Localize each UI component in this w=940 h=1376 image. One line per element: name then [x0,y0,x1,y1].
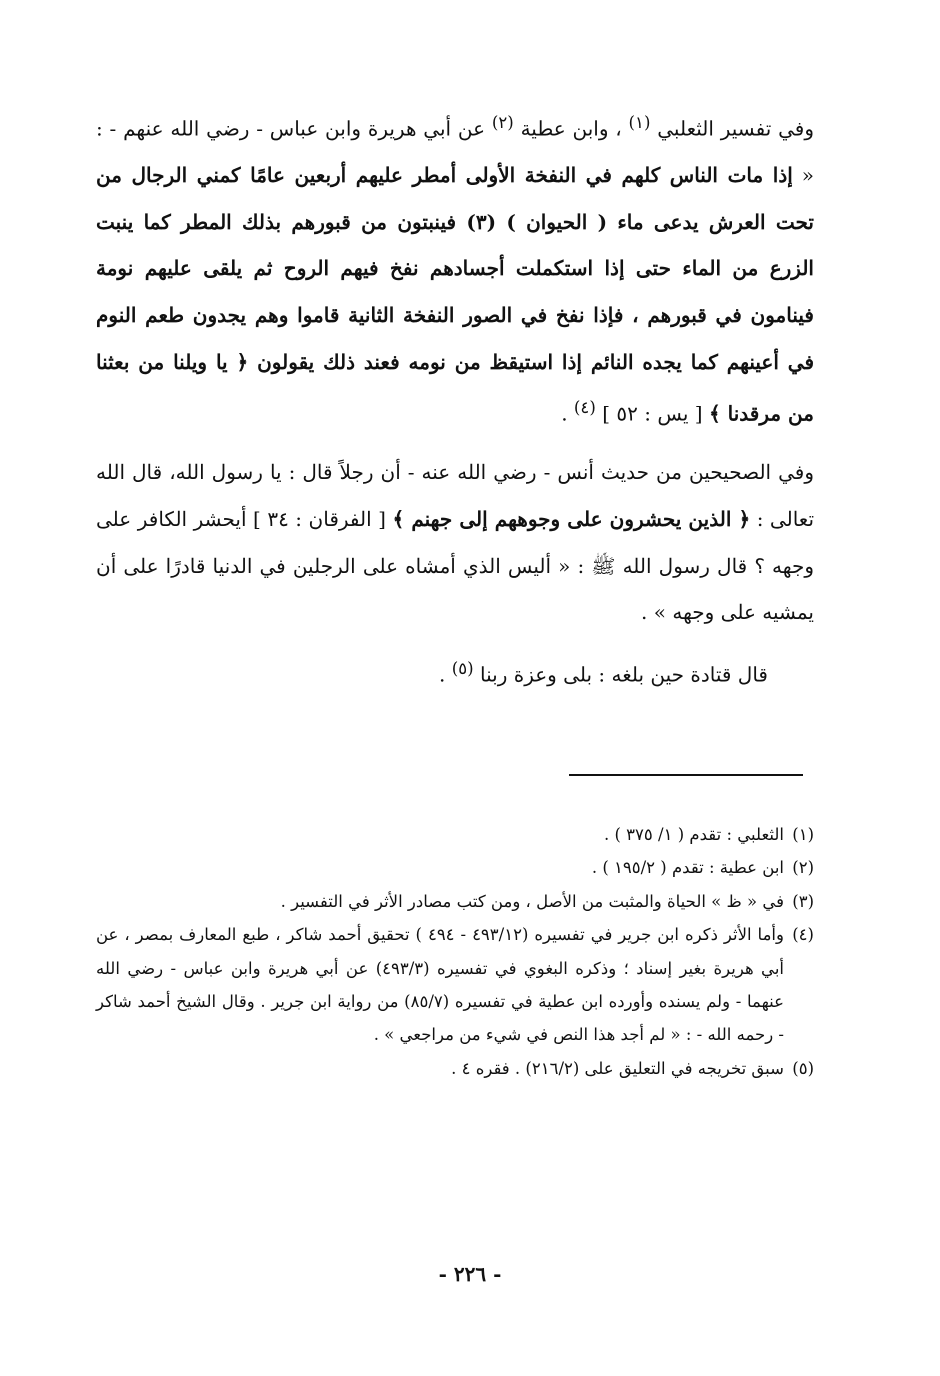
footnote-text: في « ظ » الحياة والمثبت من الأصل ، ومن كتب مصادر الأثر في التفسير . [280,891,784,911]
text-run: ، وابن عطية [513,116,629,141]
text-run: . [561,401,574,426]
footnote-ref-5: (٥) [451,658,474,678]
footnote-text: سبق تخريجه في التعليق على (٢١٦/٢) . فقره ٤ . [451,1058,784,1078]
footnote-ref-4: (٤) [573,398,596,418]
footnote-text: وأما الأثر ذكره ابن جرير في تفسيره (٤٩٣/١٢ - ٤٩٤ ) تحقيق أحمد شاكر ، طبع المعارف بمصر ، عن أبي هريرة بغير إسناد ؛ وذكره البغوي في تفسيره (٤٩٣/٣) عن أبي هريرة وابن عباس - رضي الله عنهما - ولم يسنده وأورده ابن عطية في تفسيره (٨٥/٧) من رواية ابن جرير . وقال الشيخ أحمد شاكر - رحمه الله - : « لم أجد هذا النص في شيء من مراجعي » . [96,925,784,1045]
footnote-number: (٣) [792,891,814,911]
footnote-number: (٤) [792,925,814,945]
footnote-3 [96,885,814,918]
quran-verse: ﴿ الذين يحشرون على وجوههم إلى جهنم ﴾ [392,507,751,532]
paragraph-sahihayn [96,449,814,635]
footnote-2 [96,851,814,884]
verse-reference: [ يس : ٥٢ ] [595,401,709,426]
paragraph-tafsir [96,100,814,437]
footnote-number: (٢) [792,858,814,878]
footnote-ref-1: (١) [628,113,651,132]
footnote-ref-2: (٢) [491,113,514,132]
footnote-text: ابن عطية : تقدم ( ١٩٥/٢ ) . [591,858,784,878]
text-run: وفي الصحيحين من حديث أنس - رضي الله عنه - أن رجلاً قال : يا رسول الله، قال الله تعالى : [96,460,815,532]
text-run: أيحشر الكافر على وجهه ؟ قال رسول الله ﷺ : « أليس الذي أمشاه على الرجلين في الدنيا قادرًا على أن يمشيه على وجهه » . [96,507,814,625]
text-run: وفي تفسير الثعلبي [650,116,814,141]
text-run: قال قتادة حين بلغه : بلى وعزة ربنا [473,662,768,687]
footnote-number: (١) [792,825,814,844]
text-run: عن أبي هريرة وابن عباس - رضي الله عنهم - : « [96,116,815,188]
footnote-text: الثعلبي : تقدم ( ١/ ٣٧٥ ) . [604,825,784,844]
paragraph-qatada [96,646,814,698]
hadith-quote: إذا مات الناس كلهم في النفخة الأولى أمطر عليهم أربعين عامًا كمني الرجال من تحت العرش يدعى ماء ( الحيوان ) (٣) فينبتون من قبورهم بذلك المطر كما ينبت الزرع من الماء حتى إذا استكملت أجسادهم نفخ فيهم الروح ثم يلقى عليهم نومة فينامون في قبورهم ، فإذا نفخ في الصور النفخة الثانية قاموا وهم يجدون طعم النوم في أعينهم كما يجده النائم إذا استيقظ من نومه فعند ذلك يقولون [96,163,814,374]
footnote-number: (٥) [792,1058,814,1078]
footnote-1 [96,818,814,851]
quran-verse: ﴿ يا ويلنا من بعثنا من مرقدنا ﴾ [96,349,814,426]
footnote-4 [96,918,814,1052]
footnote-5 [96,1052,814,1085]
footnotes [96,818,814,1085]
main-text [96,100,814,698]
verse-reference: [ الفرقان : ٣٤ ] [246,507,393,532]
footnote-separator [569,774,803,776]
page-number: - ٢٢٦ - [438,1262,502,1286]
text-run: . [438,662,452,687]
